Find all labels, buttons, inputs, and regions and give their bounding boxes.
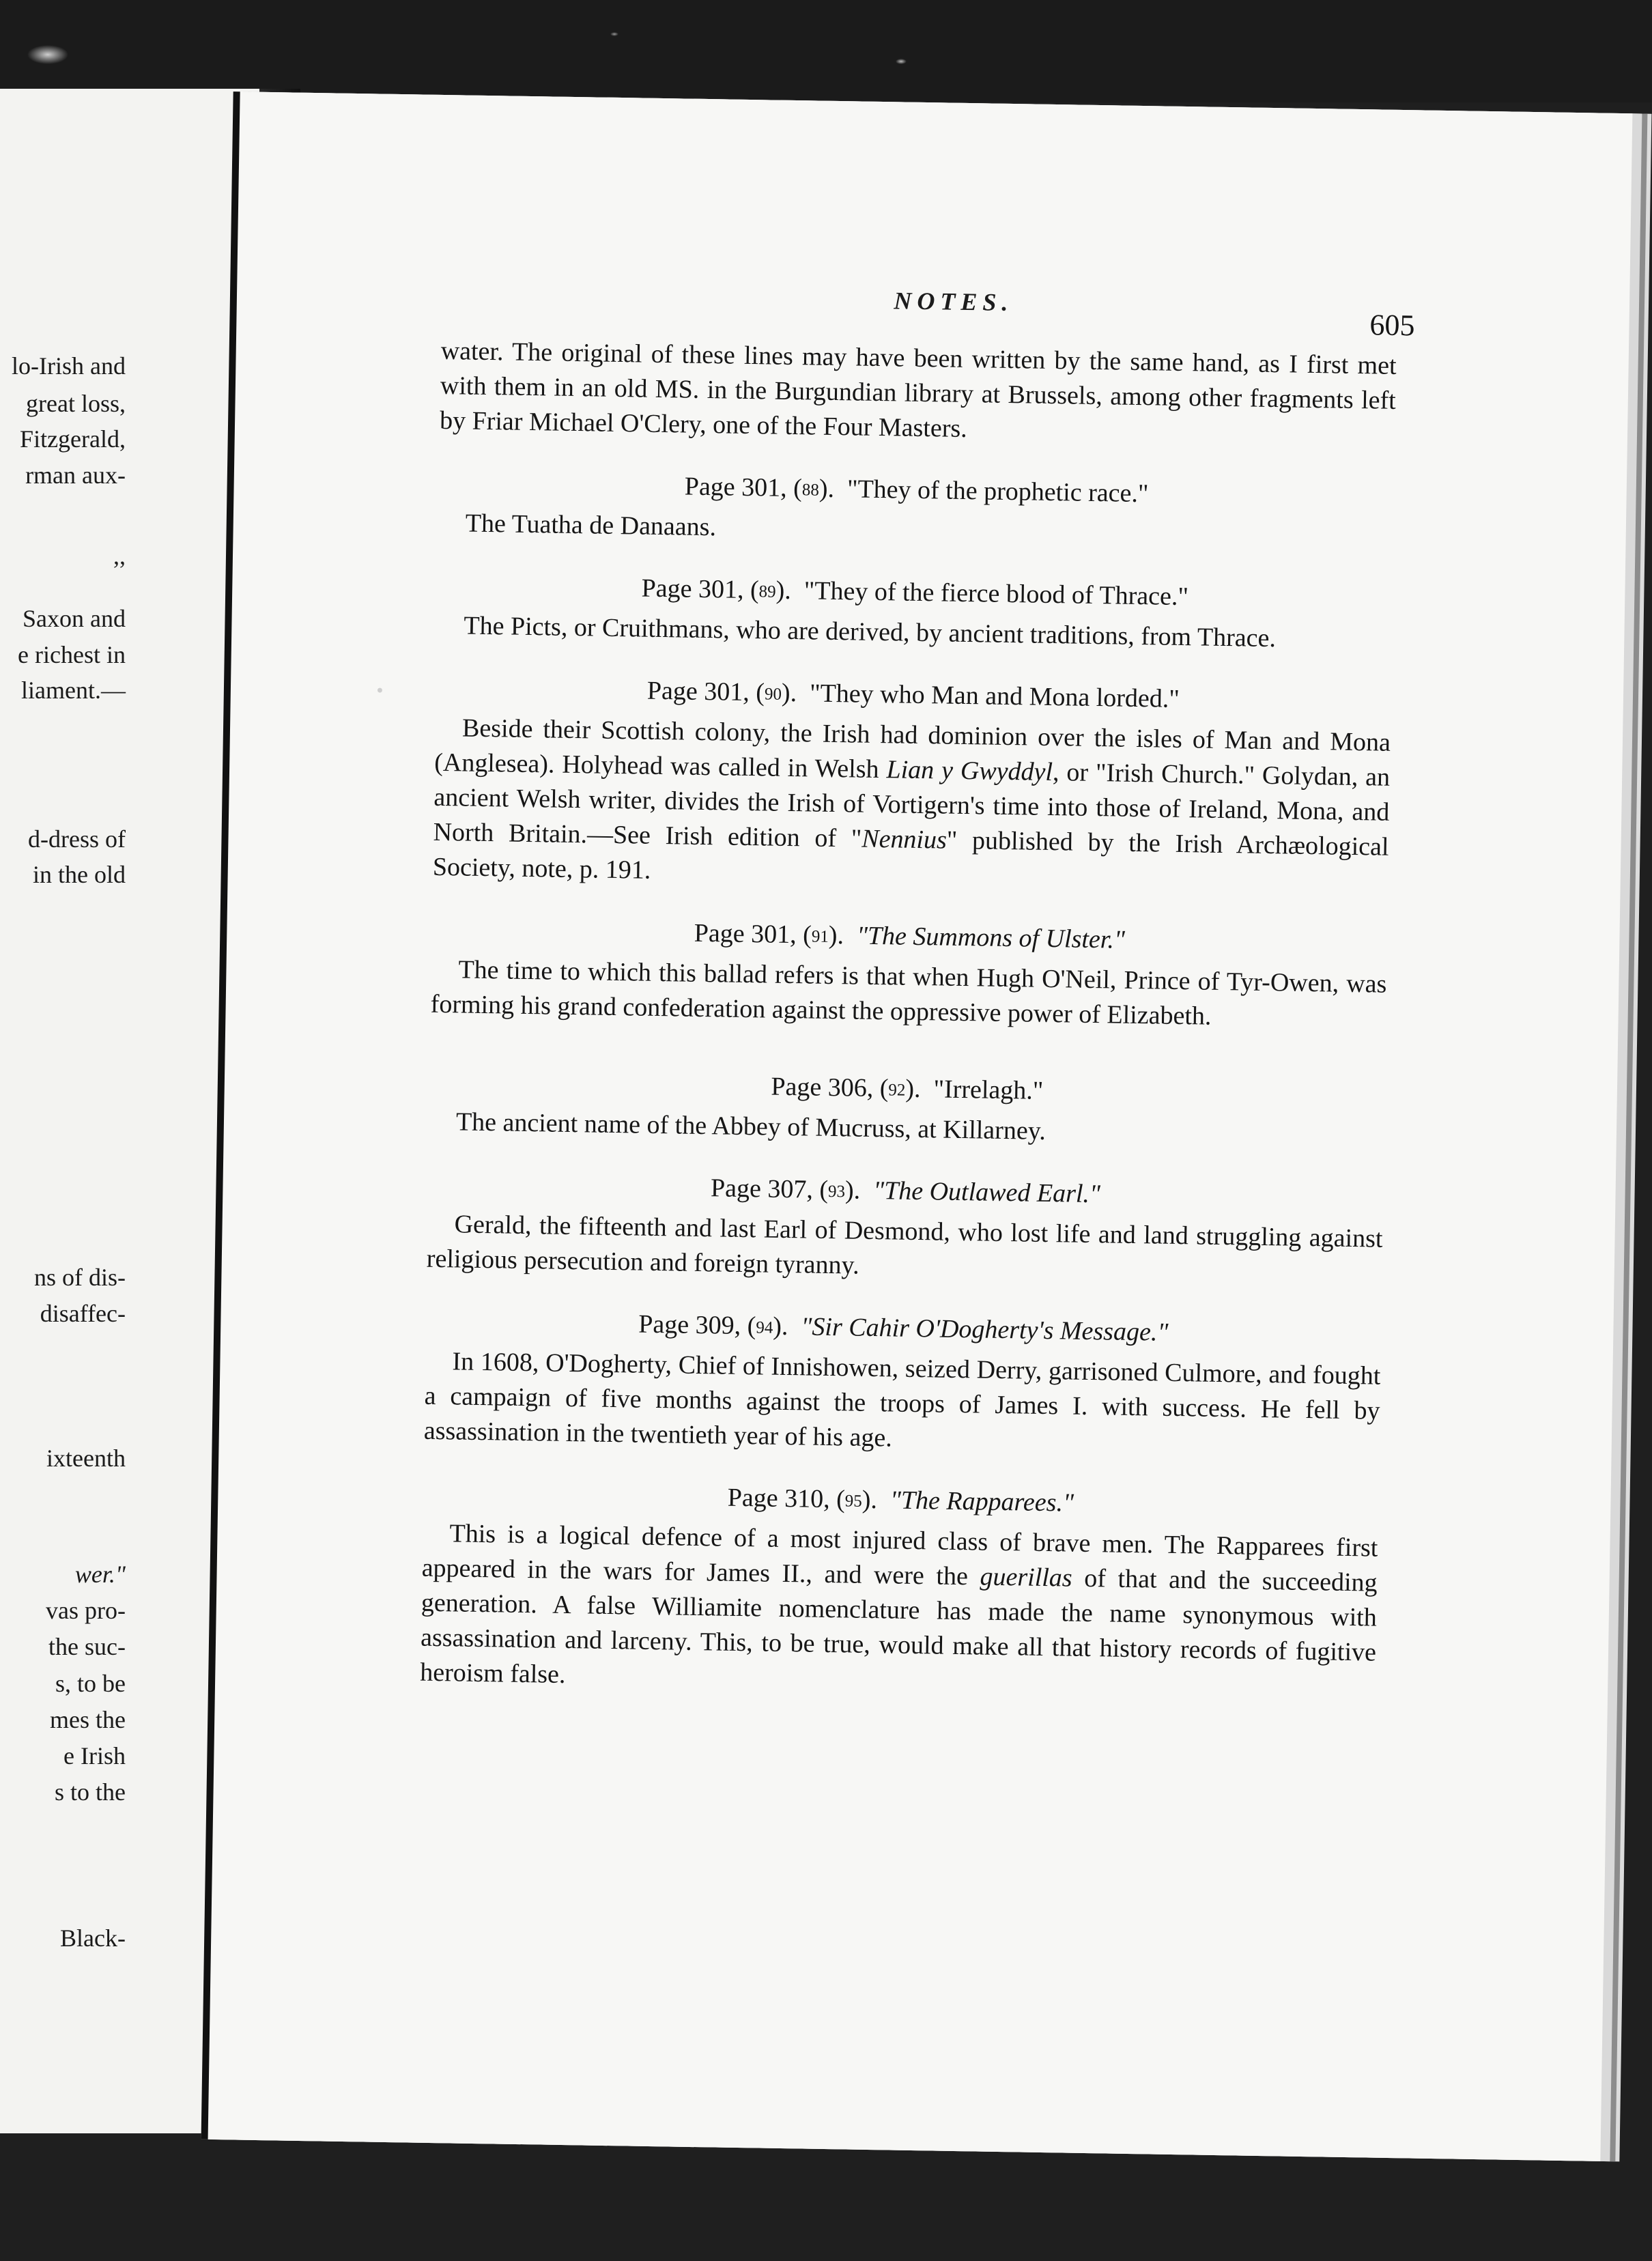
left-page-line: ns of dis- [34,1264,126,1291]
notes-text [420,334,1397,1705]
note-92 [429,1063,1386,1154]
left-page-line: Black- [60,1924,126,1952]
left-page-line: vas pro- [46,1597,126,1624]
page-number: 605 [1369,308,1415,343]
left-page-line: in the old [33,861,126,888]
left-page-line: Saxon and [23,605,126,632]
left-page-line: mes the [50,1706,126,1733]
note-body-italic: Nennius [861,824,948,855]
left-page-line: Fitzgerald, [20,425,126,453]
note-quote: "Irrelagh." [933,1075,1044,1105]
note-body: The Tuatha de Danaans. [465,509,717,542]
note-number: 92 [888,1081,906,1100]
note-page-ref: Page 301, [694,918,797,950]
note-body: The time to which this ballad refers is that when Hugh O'Neil, Prince of Tyr-Owen, was forming his grand confederation against the oppressive power of Elizabeth. [430,955,1387,1031]
note-quote: "Sir Cahir O'Dogherty's Message." [801,1312,1169,1347]
note-page-ref: Page 310, [727,1483,831,1514]
note-body-text: " published by the Irish Archæological Society, note, p. 191. [432,825,1389,885]
note-number: 88 [801,481,820,500]
note-91 [430,911,1387,1037]
note-number: 94 [756,1318,773,1337]
left-page-line: e richest in [18,641,126,668]
note-page-ref: Page 301, [684,472,788,502]
note-95 [420,1475,1379,1705]
note-quote: "The Summons of Ulster." [856,921,1126,954]
note-body-italic: guerillas [980,1562,1072,1593]
scan-speck [378,688,382,693]
scanner-background [0,0,1652,102]
left-page-line: great loss, [26,390,126,417]
note-quote: "They of the fierce blood of Thrace." [803,576,1189,612]
note-body-text: This is a logical defence of a most injured class of brave men. The Rapparees first appeared in the wars for James II., and were the [421,1519,1378,1591]
note-number: 93 [827,1182,846,1201]
left-page-line: s, to be [55,1670,126,1697]
right-page [201,91,1633,2161]
note-body-text: , or "Irish Church." Golydan, an ancient Welsh writer, divides the Irish of Vortigern's time into those of Ireland, Mona, and North Britain.—See Irish edition of " [433,758,1391,853]
note-heading: Page 301, (91). "The Summons of Ulster." [694,918,1126,954]
note-number: 95 [844,1492,862,1511]
note-heading: Page 301, (88). "They of the prophetic race." [684,472,1149,509]
note-page-ref: Page 301, [641,573,744,604]
note-quote: "They of the prophetic race." [846,474,1149,509]
left-page-line: d-dress of [28,825,126,853]
note-body-text: Beside their Scottish colony, the Irish had dominion over the isles of Man and Mona (Anglesea). Holyhead was called in Welsh [433,713,1391,784]
note-89 [436,567,1393,658]
left-page-line: e Irish [63,1742,126,1769]
note-88 [438,464,1395,556]
note-heading: Page 310, (95). "The Rapparees." [727,1483,1074,1518]
note-94 [424,1303,1382,1464]
note-heading: Page 309, (94). "Sir Cahir O'Dogherty's Message." [638,1309,1169,1347]
note-body [432,711,1391,900]
opening-paragraph: water. The original of these lines may have been written by the same hand, as I first met with them in an old MS. in the Burgundian library at Brussels, among other fragments left by Friar Michael O'Clery, one of the Four Masters. [439,336,1397,444]
note-page-ref: Page 309, [638,1309,741,1340]
note-page-ref: Page 307, [710,1174,814,1204]
note-heading: Page 306, (92). "Irrelagh." [771,1072,1044,1105]
note-body: Gerald, the fifteenth and last Earl of Desmond, who lost life and land struggling against religious persecution and foreign tyranny. [426,1210,1383,1280]
note-heading: Page 307, (93). "The Outlawed Earl." [710,1174,1101,1209]
note-quote: "The Rapparees." [889,1485,1074,1518]
note-number: 91 [811,927,829,946]
left-page-line: wer." [74,1561,126,1588]
left-page-line: ixteenth [46,1445,126,1472]
note-page-ref: Page 306, [771,1072,874,1103]
left-page-line: disaffec- [40,1300,126,1327]
note-heading: Page 301, (90). "They who Man and Mona lorded." [646,676,1180,713]
note-body-text: of that and the succeeding generation. A false Williamite nomenclature has made the name synonymous with assassination and larceny. This, to be true, would make all that history records of fugitive heroism false. [420,1563,1378,1690]
note-page-ref: Page 301, [646,676,750,707]
note-quote: "They who Man and Mona lorded." [809,679,1180,713]
note-body-italic: Lian y Gwyddyl [886,755,1053,787]
note-body: In 1608, O'Dogherty, Chief of Innishowen, seized Derry, garrisoned Culmore, and fought a campaign of five months against the troops of James I. with success. He fell by assassination in the twentieth year of his age. [423,1347,1381,1453]
running-head: NOTES. [894,287,1014,317]
note-body [420,1516,1378,1705]
note-body: The Picts, or Cruithmans, who are derived, by ancient traditions, from Thrace. [464,611,1277,653]
note-number: 89 [758,582,776,601]
left-page-line: lo-Irish and [12,352,126,380]
note-quote: "The Outlawed Earl." [872,1176,1101,1209]
left-page-line: rman aux- [25,461,126,489]
left-page-line: s to the [55,1778,126,1806]
left-page-line: ,, [113,542,126,569]
left-page-line: liament.— [21,677,126,704]
note-93 [426,1165,1383,1292]
note-90 [432,669,1391,900]
left-page-line: the suc- [48,1633,126,1660]
note-body: The ancient name of the Abbey of Mucruss, at Killarney. [455,1107,1046,1146]
note-heading: Page 301, (89). "They of the fierce blood of Thrace." [641,573,1189,612]
note-number: 90 [764,685,782,704]
